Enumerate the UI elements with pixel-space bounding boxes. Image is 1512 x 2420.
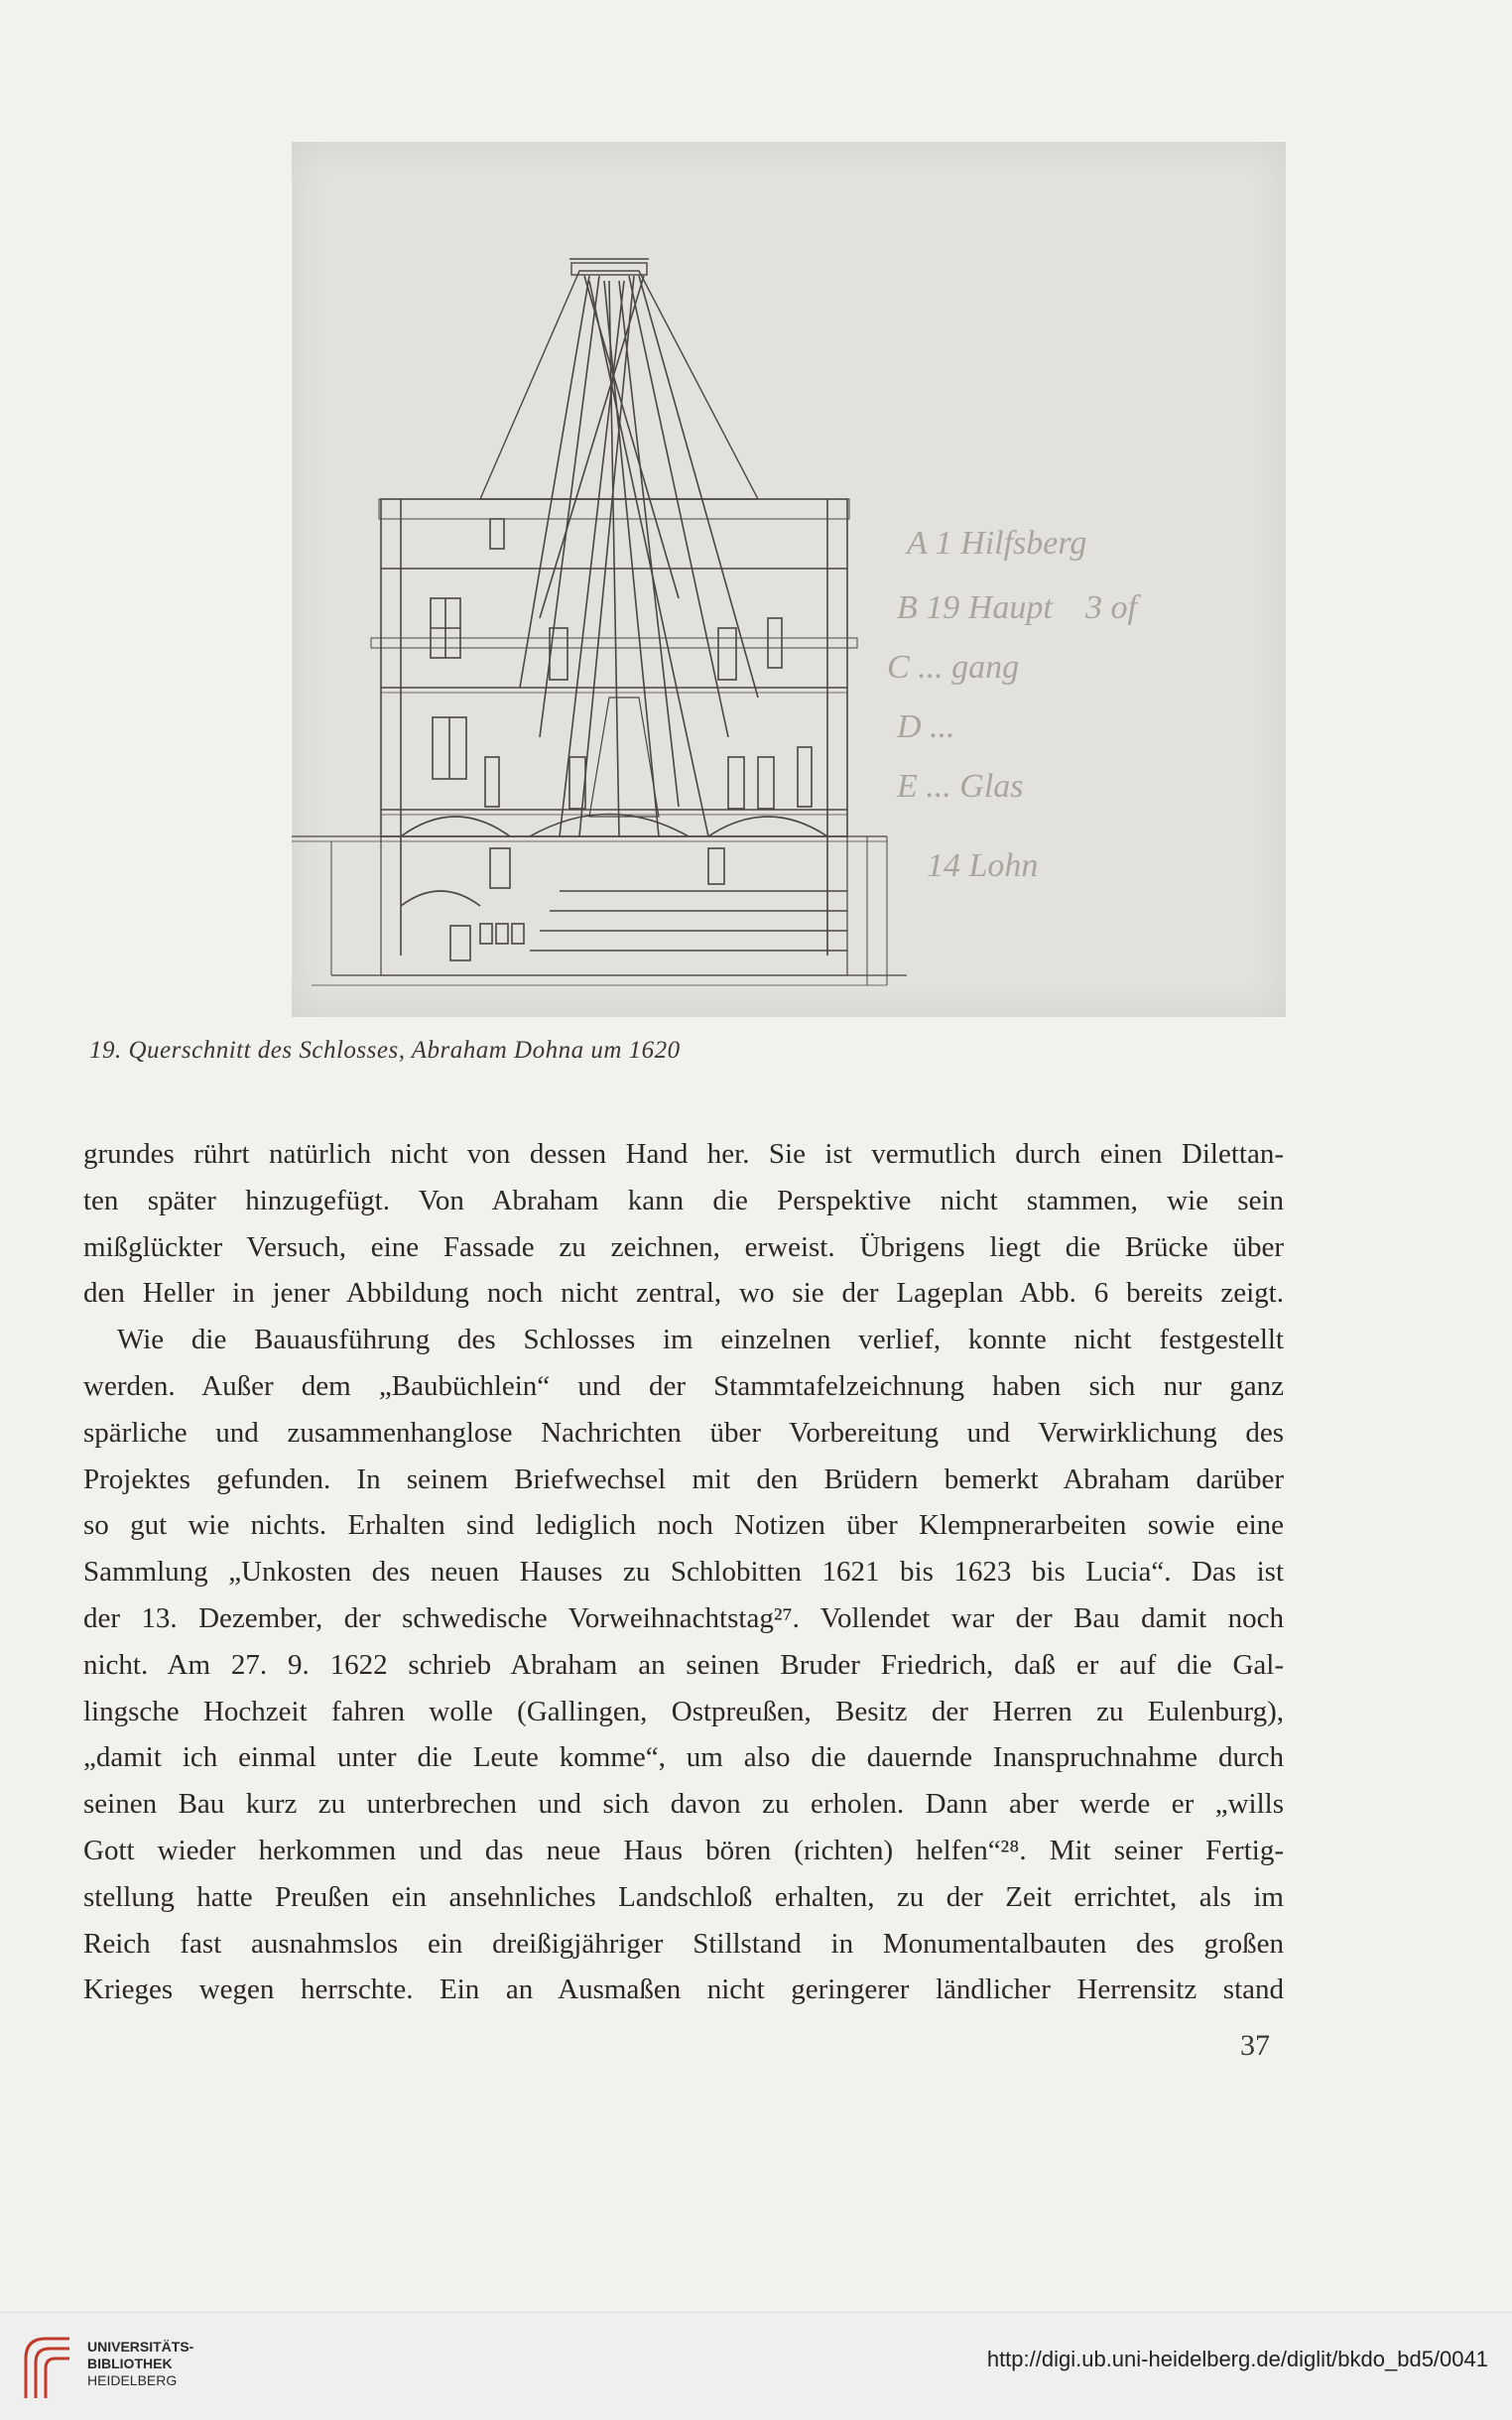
handwritten-note: A 1 Hilfsberg: [907, 525, 1087, 562]
text-line: Sammlung „Unkosten des neuen Hauses zu Schlobitten 1621 bis 1623 bis Lucia“. Das ist: [83, 1556, 1284, 1589]
footer-bar: [0, 2312, 1512, 2420]
text-line: den Heller in jener Abbildung noch nicht zentral, wo sie der Lageplan Abb. 6 bereits zeigt.: [83, 1277, 1284, 1310]
handwritten-note: B 19 Haupt: [897, 589, 1053, 626]
text-line: so gut wie nichts. Erhalten sind lediglich noch Notizen über Klempnerarbeiten sowie eine: [83, 1509, 1284, 1542]
library-line: BIBLIOTHEK: [87, 2356, 173, 2371]
castle-cross-section-sketch: [292, 142, 1286, 1017]
handwritten-note: E ... Glas: [897, 768, 1024, 805]
handwritten-note: D ...: [897, 708, 955, 745]
handwritten-note: C ... gang: [887, 649, 1020, 686]
text-line: grundes rührt natürlich nicht von dessen Hand her. Sie ist vermutlich durch einen Dilettan-: [83, 1138, 1284, 1170]
handwritten-note: 3 of: [1085, 589, 1137, 626]
text-line: Wie die Bauausführung des Schlosses im einzelnen verlief, konnte nicht festgestellt: [117, 1324, 1284, 1356]
text-line: lingsche Hochzeit fahren wolle (Gallingen, Ostpreußen, Besitz der Herren zu Eulenburg),: [83, 1695, 1284, 1727]
handwritten-note: 14 Lohn: [927, 847, 1039, 884]
library-line: HEIDELBERG: [87, 2372, 178, 2388]
figure-caption: 19. Querschnitt des Schlosses, Abraham Dohna um 1620: [89, 1037, 681, 1064]
text-line: Krieges wegen herrschte. Ein an Ausmaßen nicht geringerer ländlicher Herrensitz stand: [83, 1974, 1284, 2006]
text-line: Reich fast ausnahmslos ein dreißigjähriger Stillstand in Monumentalbauten des großen: [83, 1927, 1284, 1960]
text-line: der 13. Dezember, der schwedische Vorweihnachtstag²⁷. Vollendet war der Bau damit noch: [83, 1601, 1284, 1634]
text-line: stellung hatte Preußen ein ansehnliches Landschloß erhalten, zu der Zeit errichtet, als im: [83, 1880, 1284, 1913]
text-line: Projektes gefunden. In seinem Briefwechsel mit den Brüdern bemerkt Abraham darüber: [83, 1463, 1284, 1495]
text-line: „damit ich einmal unter die Leute komme“, um also die dauernde Inanspruchnahme durch: [83, 1741, 1284, 1774]
cross-section-drawing: [292, 142, 1286, 1017]
text-line: ten später hinzugefügt. Von Abraham kann die Perspektive nicht stammen, wie sein: [83, 1184, 1284, 1216]
text-line: werden. Außer dem „Baubüchlein“ und der Stammtafelzeichnung haben sich nur ganz: [83, 1369, 1284, 1402]
text-line: Gott wieder herkommen und das neue Haus bören (richten) helfen“²⁸. Mit seiner Fertig-: [83, 1834, 1284, 1866]
text-line: seinen Bau kurz zu unterbrechen und sich davon zu erholen. Dann aber werde er „wills: [83, 1788, 1284, 1821]
text-line: mißglückter Versuch, eine Fassade zu zeichnen, erweist. Übrigens liegt die Brücke über: [83, 1230, 1284, 1263]
library-name: [87, 2339, 193, 2389]
body-text: [83, 1131, 1284, 2013]
text-line: spärliche und zusammenhanglose Nachrichten über Vorbereitung und Verwirklichung des: [83, 1416, 1284, 1449]
library-logo-icon: [18, 2329, 77, 2404]
page-number: 37: [1240, 2029, 1270, 2062]
library-line: UNIVERSITÄTS-: [87, 2339, 194, 2355]
text-line: nicht. Am 27. 9. 1622 schrieb Abraham an seinen Bruder Friedrich, daß er auf die Gal-: [83, 1648, 1284, 1681]
source-url-link[interactable]: http://digi.ub.uni-heidelberg.de/diglit/bkdo_bd5/0041: [986, 2347, 1488, 2371]
